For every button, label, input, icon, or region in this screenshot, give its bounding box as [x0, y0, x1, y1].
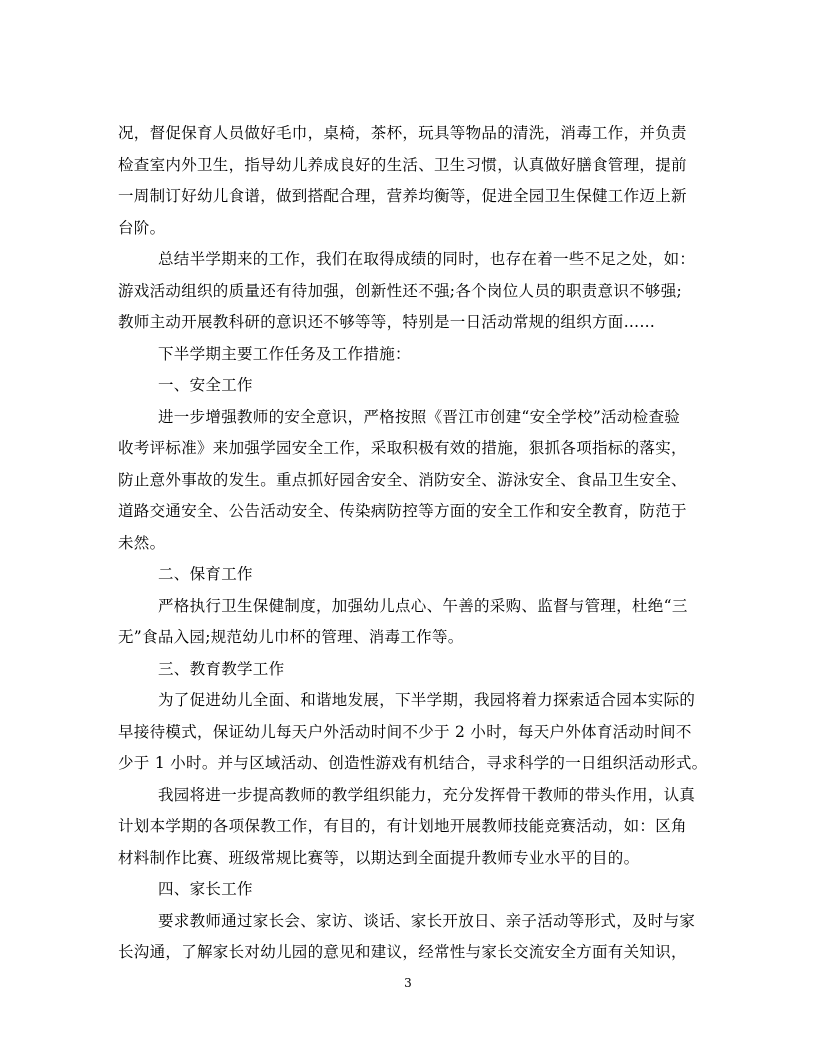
- text-line: 教师主动开展教科研的意识还不够等等，特别是一日活动常规的组织方面……: [118, 313, 656, 331]
- text-line: 早接待模式，保证幼儿每天户外活动时间不少于 2 小时，每天户外体育活动时间不: [118, 722, 692, 741]
- text-line: 况，督促保育人员做好毛巾，桌椅，茶杯，玩具等物品的清洗，消毒工作，并负责: [118, 124, 687, 142]
- text-line: 二、保育工作: [158, 565, 253, 583]
- text-line: 材料制作比赛、班级常规比赛等，以期达到全面提升教师专业水平的目的。: [118, 848, 640, 867]
- text-line: 进一步增强教师的安全意识，严格按照《晋江市创建“安全学校”活动检查验: [158, 407, 681, 426]
- text-line: 一、安全工作: [158, 376, 253, 394]
- text-line: 收考评标准》来加强学园安全工作，采取积极有效的措施，狠抓各项指标的落实，: [118, 439, 687, 457]
- text-line: 防止意外事故的发生。重点抓好园舍安全、消防安全、游泳安全、食品卫生安全、: [118, 470, 687, 489]
- text-line: 总结半学期来的工作，我们在取得成绩的同时，也存在着一些不足之处，如：: [158, 250, 696, 268]
- text-line: 长沟通，了解家长对幼儿园的意见和建议，经常性与家长交流安全方面有关知识，: [118, 943, 687, 961]
- text-line: 我园将进一步提高教师的教学组织能力，充分发挥骨干教师的带头作用，认真: [158, 785, 696, 804]
- text-line: 严格执行卫生保健制度，加强幼儿点心、午善的采购、监督与管理，杜绝“三: [158, 596, 688, 615]
- text-line: 少于 1 小时。并与区域活动、创造性游戏有机结合，寻求科学的一日组织活动形式。: [118, 754, 708, 772]
- text-line: 无”食品入园;规范幼儿巾杯的管理、消毒工作等。: [118, 628, 464, 646]
- text-line: 道路交通安全、公告活动安全、传染病防控等方面的安全工作和安全教育，防范于: [118, 502, 687, 520]
- page-number: 3: [404, 976, 412, 990]
- text-line: 检查室内外卫生，指导幼儿养成良好的生活、卫生习惯，认真做好膳食管理，提前: [118, 155, 687, 174]
- text-line: 四、家长工作: [158, 880, 253, 898]
- text-line: 计划本学期的各项保教工作，有目的，有计划地开展教师技能竞赛活动，如：区角: [118, 817, 687, 835]
- text-line: 台阶。: [118, 218, 166, 237]
- text-line: 要求教师通过家长会、家访、谈话、家长开放日、亲子活动等形式，及时与家: [158, 911, 696, 930]
- text-line: 为了促进幼儿全面、和谐地发展，下半学期，我园将着力探索适合园本实际的: [158, 691, 696, 709]
- document-body: [118, 118, 708, 969]
- text-line: 一周制订好幼儿食谱，做到搭配合理，营养均衡等，促进全园卫生保健工作迈上新: [118, 187, 687, 205]
- text-line: 未然。: [118, 533, 166, 552]
- text-line: 三、教育教学工作: [158, 659, 285, 678]
- text-line: 游戏活动组织的质量还有待加强，创新性还不强;各个岗位人员的职责意识不够强;: [118, 281, 683, 300]
- text-line: 下半学期主要工作任务及工作措施：: [158, 344, 411, 363]
